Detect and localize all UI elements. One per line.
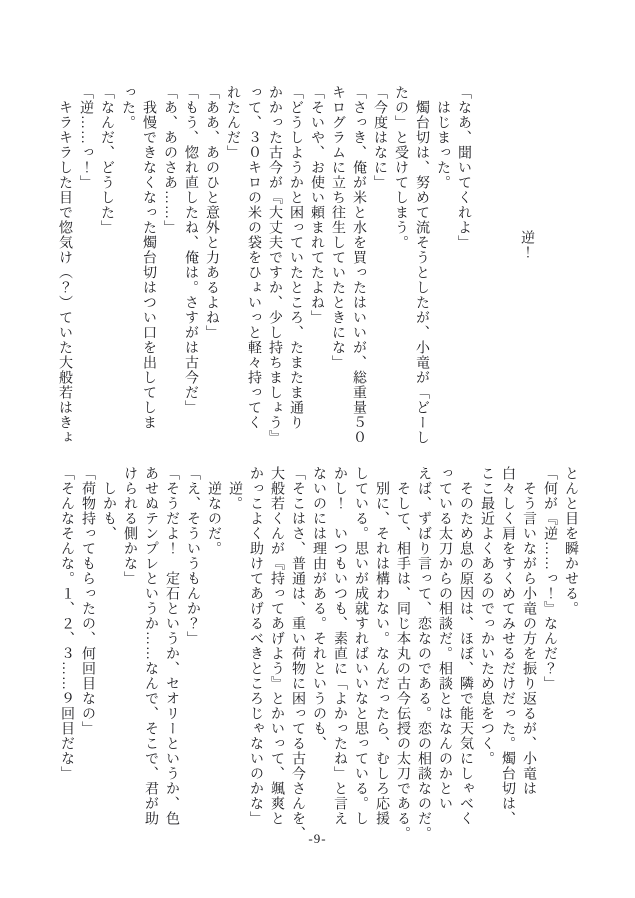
text-line: っている太刀からの相談だ。相談とはなんのかとい bbox=[437, 466, 452, 811]
text-line: 「何が『逆……っ！』なんだ？」 bbox=[542, 466, 557, 691]
text-line: 「荷物持ってもらったの、何回目なの」 bbox=[80, 466, 95, 736]
text-line: 「逆……っ！」 bbox=[78, 85, 93, 190]
text-line: 「今度はなに」 bbox=[372, 85, 387, 190]
text-line: って、３０キロの米の袋をひょいっと軽々持ってく bbox=[246, 85, 261, 430]
text-line: 白々しく肩をすくめてみせるだけだった。燭台切は、 bbox=[500, 466, 515, 826]
text-line: ないのには理由がある。それというのも、 bbox=[311, 466, 326, 751]
text-line: 「もう、惚れ直したね、俺は。さすがは古今だ」 bbox=[183, 85, 198, 415]
text-line: あせぬテンプレというか……なんで、そこで、君が助 bbox=[143, 466, 158, 826]
text-line: はじまった。 bbox=[435, 85, 450, 190]
text-line: 「さっき、俺が米と水を買ったはいいが、総重量５０ bbox=[351, 85, 366, 445]
text-line: 「そんなそんな。１、２、３……９回目だな」 bbox=[59, 466, 74, 781]
text-line: れたんだ」 bbox=[225, 85, 240, 160]
top-text-block bbox=[54, 85, 537, 447]
text-line: そのため息の原因は、ほぼ、隣で能天気にしゃべく bbox=[458, 466, 473, 826]
text-line: 「あ、あのさあ……」 bbox=[162, 85, 177, 235]
text-line: 別に、それは構わない。なんだったら、むしろ応援 bbox=[374, 466, 389, 826]
text-line: 「そうだよ！ 定石というか、セオリーというか、色 bbox=[164, 466, 179, 826]
text-line: 「なんだ、どうした」 bbox=[99, 85, 114, 235]
text-line: 「どうしようかと困っていたところ、たまたま通り bbox=[288, 85, 303, 430]
text-line: 逆なのだ。 bbox=[206, 466, 221, 556]
text-line: った。 bbox=[120, 85, 135, 130]
text-line: 大般若くんが『持ってあげよう』とかいって、颯爽と bbox=[269, 466, 284, 826]
text-line: 「そいや、お使い頼まれてたよね」 bbox=[309, 85, 324, 325]
text-line: 「ああ、あのひと意外と力あるよね」 bbox=[204, 85, 219, 340]
text-line: キログラムに立ち往生していたときにな」 bbox=[330, 85, 345, 370]
text-line: 「そこはさ、普通は、重い荷物に困ってる古今さんを、 bbox=[290, 466, 305, 841]
text-line: かっこよく助けてあげるべきところじゃないのかな」 bbox=[248, 466, 263, 826]
text-line: とんと目を瞬かせる。 bbox=[563, 466, 578, 616]
text-line: かし！ いつもいつも、素直に「よかったね」と言え bbox=[332, 466, 347, 826]
text-line: そして、相手は、同じ本丸の古今伝授の太刀である。 bbox=[395, 466, 410, 841]
text-line: しかも、 bbox=[101, 466, 116, 541]
text-line: そう言いながら小竜の方を振り返るが、小竜は bbox=[521, 466, 536, 796]
text-line: けられる側かな」 bbox=[122, 466, 137, 586]
text-line: している。思いが成就すればいいなと思っている。し bbox=[353, 466, 368, 826]
text-line: えば、ずばり言って、恋なのである。恋の相談なのだ。 bbox=[416, 466, 431, 841]
blank-line bbox=[495, 85, 516, 447]
text-line: 「え、そういうもんか？」 bbox=[185, 466, 200, 646]
text-line: 我慢できなくなった燭台切はつい口を出してしま bbox=[141, 85, 156, 430]
text-line: 「なあ、聞いてくれよ」 bbox=[456, 85, 471, 250]
text-line: 燭台切は、努めて流そうとしたが、小竜が「どーし bbox=[414, 85, 429, 445]
section-title: 逆！ bbox=[519, 230, 534, 260]
text-line: 逆。 bbox=[227, 466, 242, 511]
text-line: かかった古今が『大丈夫ですか、少し持ちましょう』 bbox=[267, 85, 282, 445]
blank-line bbox=[474, 85, 495, 447]
text-line: ここ最近よくあるのでっかいため息をつく。 bbox=[479, 466, 494, 766]
text-line: キラキラした目で惚気け（？）ていた大般若はきょ bbox=[57, 85, 72, 445]
text-line: たの」と受けてしまう。 bbox=[393, 85, 408, 250]
bottom-text-block bbox=[56, 466, 581, 841]
page-number: -9- bbox=[308, 831, 327, 846]
